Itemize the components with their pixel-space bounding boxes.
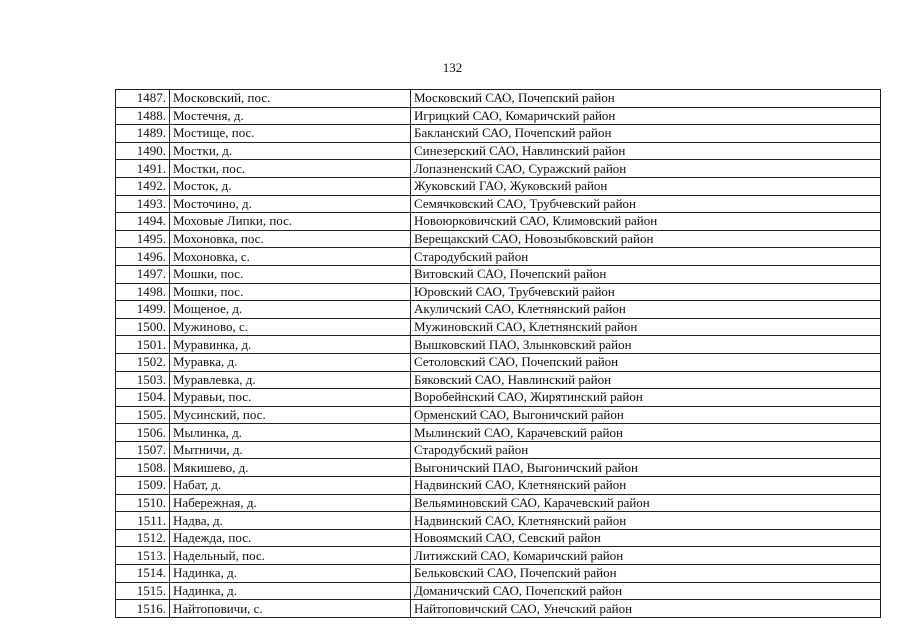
settlement-name: Мощеное, д.: [170, 301, 411, 319]
table-row: [116, 107, 881, 125]
settlement-name: Мошки, пос.: [170, 265, 411, 283]
row-number: 1487.: [116, 90, 170, 108]
table-row: [116, 389, 881, 407]
settlement-name: Мужиново, с.: [170, 318, 411, 336]
administrative-area: Юровский САО, Трубчевский район: [411, 283, 881, 301]
table-row: [116, 459, 881, 477]
table-row: [116, 336, 881, 354]
settlement-name: Мылинка, д.: [170, 424, 411, 442]
administrative-area: Вышковский ПАО, Злынковский район: [411, 336, 881, 354]
table-row: [116, 371, 881, 389]
row-number: 1513.: [116, 547, 170, 565]
administrative-area: Мылинский САО, Карачевский район: [411, 424, 881, 442]
settlement-name: Муравка, д.: [170, 353, 411, 371]
administrative-area: Найтоповичский САО, Унечский район: [411, 600, 881, 618]
administrative-area: Литижский САО, Комаричский район: [411, 547, 881, 565]
administrative-area: Жуковский ГАО, Жуковский район: [411, 177, 881, 195]
settlement-name: Мошки, пос.: [170, 283, 411, 301]
settlement-name: Мостечня, д.: [170, 107, 411, 125]
administrative-area: Акуличский САО, Клетнянский район: [411, 301, 881, 319]
settlement-table: [115, 89, 881, 618]
settlement-name: Мосточино, д.: [170, 195, 411, 213]
administrative-area: Верещакский САО, Новозыбковский район: [411, 230, 881, 248]
administrative-area: Стародубский район: [411, 441, 881, 459]
settlement-name: Мохоновка, с.: [170, 248, 411, 266]
administrative-area: Сетоловский САО, Почепский район: [411, 353, 881, 371]
administrative-area: Витовский САО, Почепский район: [411, 265, 881, 283]
table-row: [116, 318, 881, 336]
row-number: 1512.: [116, 529, 170, 547]
row-number: 1498.: [116, 283, 170, 301]
table-row: [116, 177, 881, 195]
settlement-name: Муравинка, д.: [170, 336, 411, 354]
settlement-name: Моховые Липки, пос.: [170, 213, 411, 231]
administrative-area: Бакланский САО, Почепский район: [411, 125, 881, 143]
row-number: 1497.: [116, 265, 170, 283]
settlement-name: Мытничи, д.: [170, 441, 411, 459]
table-body: [116, 90, 881, 618]
settlement-name: Мусинский, пос.: [170, 406, 411, 424]
row-number: 1496.: [116, 248, 170, 266]
row-number: 1488.: [116, 107, 170, 125]
table-row: [116, 213, 881, 231]
administrative-area: Стародубский район: [411, 248, 881, 266]
row-number: 1515.: [116, 582, 170, 600]
settlement-name: Надежда, пос.: [170, 529, 411, 547]
settlement-name: Мостки, д.: [170, 142, 411, 160]
settlement-name: Мостки, пос.: [170, 160, 411, 178]
row-number: 1491.: [116, 160, 170, 178]
table-row: [116, 160, 881, 178]
row-number: 1505.: [116, 406, 170, 424]
row-number: 1511.: [116, 512, 170, 530]
administrative-area: Семячковский САО, Трубчевский район: [411, 195, 881, 213]
table-row: [116, 142, 881, 160]
settlement-name: Муравлевка, д.: [170, 371, 411, 389]
settlement-name: Московский, пос.: [170, 90, 411, 108]
table-row: [116, 512, 881, 530]
row-number: 1494.: [116, 213, 170, 231]
administrative-area: Бельковский САО, Почепский район: [411, 565, 881, 583]
table-row: [116, 248, 881, 266]
table-row: [116, 424, 881, 442]
table-row: [116, 582, 881, 600]
administrative-area: Синезерский САО, Навлинский район: [411, 142, 881, 160]
administrative-area: Орменский САО, Выгоничский район: [411, 406, 881, 424]
settlement-name: Мохоновка, пос.: [170, 230, 411, 248]
administrative-area: Новоюрковичский САО, Климовский район: [411, 213, 881, 231]
table-row: [116, 301, 881, 319]
settlement-name: Мякишево, д.: [170, 459, 411, 477]
settlement-name: Найтоповичи, с.: [170, 600, 411, 618]
settlement-name: Муравьи, пос.: [170, 389, 411, 407]
table-row: [116, 230, 881, 248]
row-number: 1514.: [116, 565, 170, 583]
table-row: [116, 565, 881, 583]
settlement-name: Надинка, д.: [170, 582, 411, 600]
table-row: [116, 529, 881, 547]
row-number: 1495.: [116, 230, 170, 248]
row-number: 1492.: [116, 177, 170, 195]
administrative-area: Надвинский САО, Клетнянский район: [411, 512, 881, 530]
administrative-area: Выгоничский ПАО, Выгоничский район: [411, 459, 881, 477]
administrative-area: Доманичский САО, Почепский район: [411, 582, 881, 600]
table-row: [116, 90, 881, 108]
settlement-name: Надельный, пос.: [170, 547, 411, 565]
row-number: 1501.: [116, 336, 170, 354]
table-row: [116, 125, 881, 143]
administrative-area: Новоямский САО, Севский район: [411, 529, 881, 547]
settlement-name: Надинка, д.: [170, 565, 411, 583]
table-row: [116, 195, 881, 213]
row-number: 1504.: [116, 389, 170, 407]
settlement-name: Мосток, д.: [170, 177, 411, 195]
row-number: 1500.: [116, 318, 170, 336]
row-number: 1489.: [116, 125, 170, 143]
table-row: [116, 441, 881, 459]
row-number: 1502.: [116, 353, 170, 371]
settlement-name: Набат, д.: [170, 477, 411, 495]
administrative-area: Надвинский САО, Клетнянский район: [411, 477, 881, 495]
row-number: 1499.: [116, 301, 170, 319]
settlement-name: Набережная, д.: [170, 494, 411, 512]
row-number: 1503.: [116, 371, 170, 389]
row-number: 1508.: [116, 459, 170, 477]
table-row: [116, 494, 881, 512]
row-number: 1506.: [116, 424, 170, 442]
row-number: 1516.: [116, 600, 170, 618]
administrative-area: Лопазненский САО, Суражский район: [411, 160, 881, 178]
row-number: 1493.: [116, 195, 170, 213]
administrative-area: Мужиновский САО, Клетнянский район: [411, 318, 881, 336]
table-row: [116, 406, 881, 424]
table-row: [116, 477, 881, 495]
table-row: [116, 283, 881, 301]
row-number: 1490.: [116, 142, 170, 160]
settlement-name: Надва, д.: [170, 512, 411, 530]
administrative-area: Воробейнский САО, Жирятинский район: [411, 389, 881, 407]
table-row: [116, 547, 881, 565]
administrative-area: Вельяминовский САО, Карачевский район: [411, 494, 881, 512]
table-row: [116, 600, 881, 618]
administrative-area: Бяковский САО, Навлинский район: [411, 371, 881, 389]
administrative-area: Московский САО, Почепский район: [411, 90, 881, 108]
settlement-name: Мостище, пос.: [170, 125, 411, 143]
table-row: [116, 353, 881, 371]
table-row: [116, 265, 881, 283]
page-number: 132: [442, 60, 463, 75]
row-number: 1509.: [116, 477, 170, 495]
row-number: 1510.: [116, 494, 170, 512]
administrative-area: Игрицкий САО, Комаричский район: [411, 107, 881, 125]
row-number: 1507.: [116, 441, 170, 459]
